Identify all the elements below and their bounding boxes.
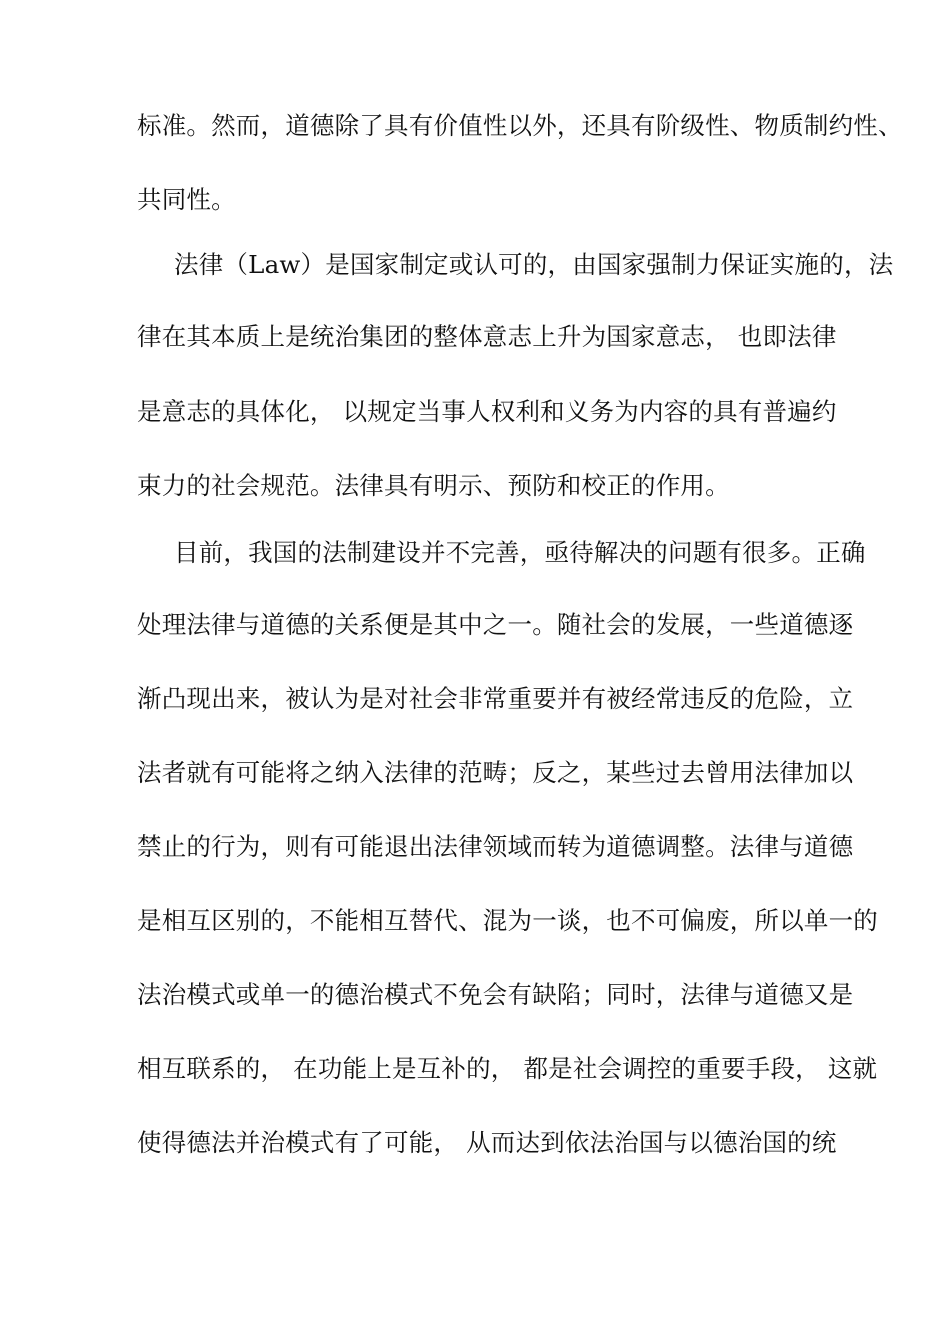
text-line: 束力的社会规范。法律具有明示、预防和校正的作用。 xyxy=(137,471,730,500)
text-line: 共同性。 xyxy=(137,185,236,214)
text-line: 标准。然而，道德除了具有价值性以外，还具有阶级性、物质制约性、 xyxy=(137,111,903,140)
text-line: 是意志的具体化， 以规定当事人权利和义务为内容的具有普遍约 xyxy=(137,397,837,426)
text-line: 是相互区别的，不能相互替代、混为一谈，也不可偏废，所以单一的 xyxy=(137,906,878,935)
text-line: 法治模式或单一的德治模式不免会有缺陷；同时，法律与道德又是 xyxy=(137,980,854,1009)
text-line: 法者就有可能将之纳入法律的范畴；反之，某些过去曾用法律加以 xyxy=(137,758,854,787)
text-line: 禁止的行为，则有可能退出法律领域而转为道德调整。法律与道德 xyxy=(137,832,854,861)
text-line: 渐凸现出来，被认为是对社会非常重要并有被经常违反的危险，立 xyxy=(137,684,854,713)
paragraph-first-line: 目前，我国的法制建设并不完善，亟待解决的问题有很多。正确 xyxy=(174,538,866,567)
text-line: 处理法律与道德的关系便是其中之一。随社会的发展，一些道德逐 xyxy=(137,610,854,639)
text-line: 律在其本质上是统治集团的整体意志上升为国家意志， 也即法律 xyxy=(137,322,837,351)
text-line: 使得德法并治模式有了可能， 从而达到依法治国与以德治国的统 xyxy=(137,1128,837,1157)
text-line: 相互联系的， 在功能上是互补的， 都是社会调控的重要手段， 这就 xyxy=(137,1054,878,1083)
paragraph-first-line: 法律（Law）是国家制定或认可的，由国家强制力保证实施的，法 xyxy=(174,250,894,279)
